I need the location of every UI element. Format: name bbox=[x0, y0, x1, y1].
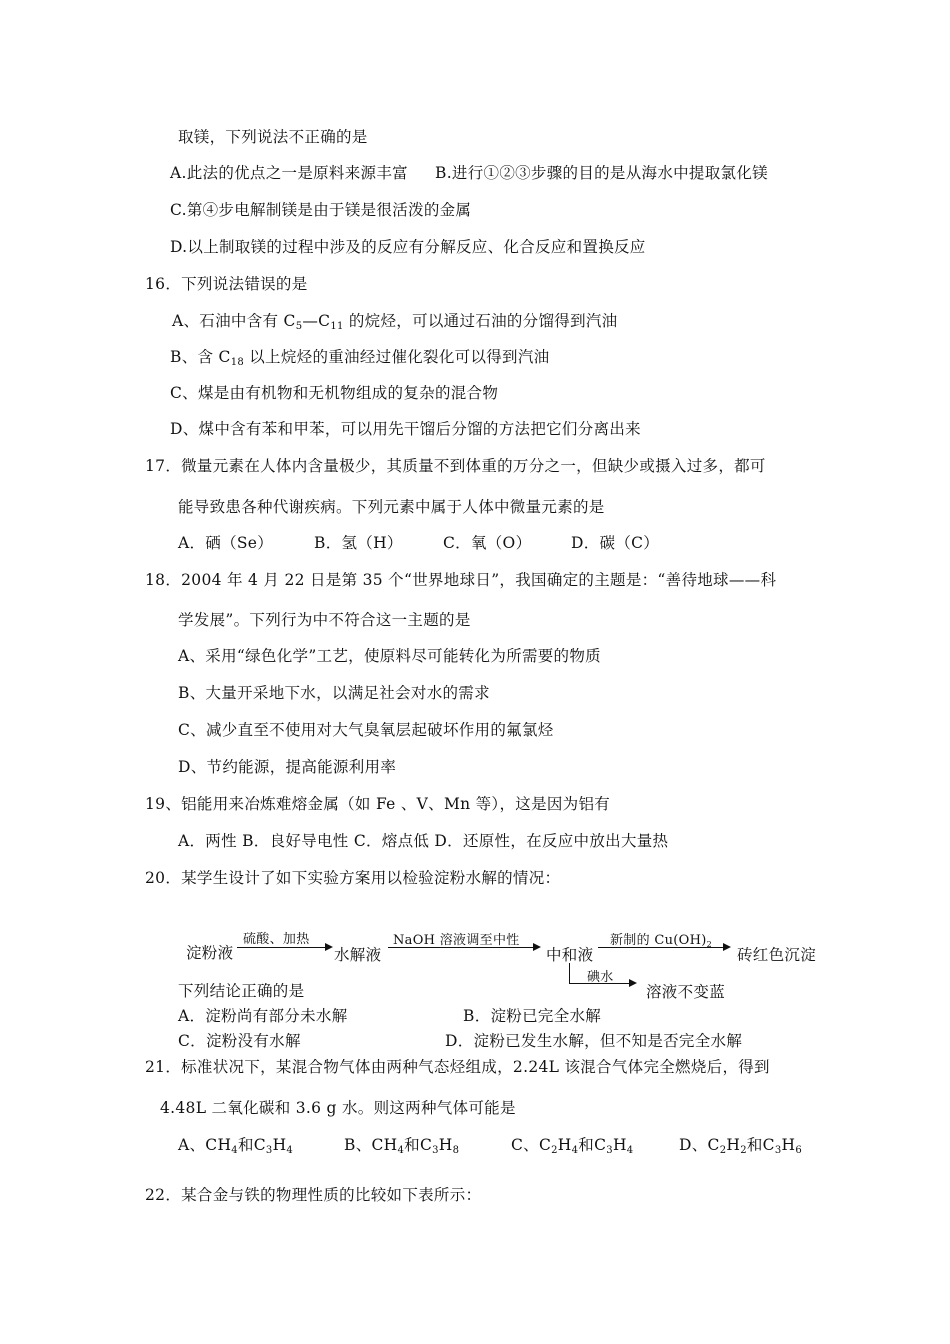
q18-stem-line1: 18．2004 年 4 月 22 日是第 35 个“世界地球日”，我国确定的主题是：“善待地球——科 bbox=[145, 571, 777, 589]
q21-stem-line1: 21．标准状况下，某混合物气体由两种气态烃组成，2.24L 该混合气体完全燃烧后，得到 bbox=[145, 1058, 770, 1076]
q15-option-a: A.此法的优点之一是原料来源丰富 bbox=[170, 164, 408, 182]
flow-brick-red-precipitate: 砖红色沉淀 bbox=[737, 946, 817, 964]
q20-conclusion-prompt: 下列结论正确的是 bbox=[178, 982, 305, 1000]
q20-option-d: D．淀粉已发生水解，但不知是否完全水解 bbox=[445, 1032, 743, 1050]
q17-stem-line2: 能导致患各种代谢疾病。下列元素中属于人体中微量元素的是 bbox=[178, 498, 605, 516]
q22-stem: 22．某合金与铁的物理性质的比较如下表所示： bbox=[145, 1186, 482, 1204]
flow-no-blue: 溶液不变蓝 bbox=[646, 983, 726, 1001]
flow-neutralized: 中和液 bbox=[546, 946, 594, 964]
flow-arrow1 bbox=[237, 947, 325, 948]
flow-arrow3-label: 新制的 $Cu(OH)_2$ bbox=[610, 933, 712, 949]
q21-stem-line2: 4.48L 二氧化碳和 3.6 g 水。则这两种气体可能是 bbox=[160, 1099, 516, 1117]
q16-option-c: C、煤是由有机物和无机物组成的复杂的混合物 bbox=[170, 384, 499, 402]
q20-stem: 20．某学生设计了如下实验方案用以检验淀粉水解的情况： bbox=[145, 869, 561, 887]
q18-option-c: C、减少直至不使用对大气臭氧层起破坏作用的氟氯烃 bbox=[178, 721, 554, 739]
flow-arrow2 bbox=[388, 947, 533, 948]
flow-arrow1-label: 硫酸、加热 bbox=[243, 932, 310, 947]
q15-option-b: B.进行①②③步骤的目的是从海水中提取氯化镁 bbox=[435, 164, 768, 182]
q16-option-d: D、煤中含有苯和甲苯，可以用先干馏后分馏的方法把它们分离出来 bbox=[170, 420, 641, 438]
q17-option-a: A．硒（Se） bbox=[178, 534, 274, 552]
q17-stem-line1: 17．微量元素在人体内含量极少，其质量不到体重的万分之一，但缺少或摄入过多，都可 bbox=[145, 457, 766, 475]
flow-arrow3 bbox=[598, 947, 723, 948]
q21-option-d: D、$C_2H_2$和$C_3H_6$ bbox=[679, 1136, 802, 1156]
flow-branch-line bbox=[569, 963, 570, 983]
flow-starch-solution: 淀粉液 bbox=[186, 944, 234, 962]
q16-stem: 16．下列说法错误的是 bbox=[145, 275, 308, 293]
q17-option-d: D．碳（C） bbox=[571, 534, 660, 552]
q19-options: A．两性 B．良好导电性 C．熔点低 D．还原性，在反应中放出大量热 bbox=[178, 832, 669, 850]
q17-option-c: C．氧（O） bbox=[443, 534, 532, 552]
q17-option-b: B．氢（H） bbox=[314, 534, 403, 552]
q15-option-d: D.以上制取镁的过程中涉及的反应有分解反应、化合反应和置换反应 bbox=[170, 238, 646, 256]
q18-option-b: B、大量开采地下水，以满足社会对水的需求 bbox=[178, 684, 490, 702]
q20-option-b: B．淀粉已完全水解 bbox=[463, 1007, 602, 1025]
flow-arrow3-head bbox=[723, 943, 731, 951]
flow-arrow2-head bbox=[533, 943, 541, 951]
flow-arrow4-head bbox=[629, 979, 637, 987]
q20-option-a: A．淀粉尚有部分未水解 bbox=[178, 1007, 348, 1025]
flow-hydrolysate: 水解液 bbox=[334, 946, 382, 964]
q21-option-c: C、$C_2H_4$和$C_3H_4$ bbox=[511, 1136, 634, 1156]
q18-option-a: A、采用“绿色化学”工艺，使原料尽可能转化为所需要的物质 bbox=[178, 647, 601, 665]
q20-option-c: C．淀粉没有水解 bbox=[178, 1032, 301, 1050]
q19-stem: 19、铝能用来冶炼难熔金属（如 Fe 、V、Mn 等），这是因为铝有 bbox=[145, 795, 611, 813]
q18-stem-line2: 学发展”。下列行为中不符合这一主题的是 bbox=[178, 611, 471, 629]
q16-option-b: B、含 $C_{18}$ 以上烷烃的重油经过催化裂化可以得到汽油 bbox=[170, 348, 550, 368]
q21-option-a: A、$CH_4$和$C_3H_4$ bbox=[178, 1136, 294, 1156]
q15-stem-continuation: 取镁，下列说法不正确的是 bbox=[178, 128, 368, 146]
q16-option-a: A、石油中含有 $C_5—C_{11}$ 的烷烃，可以通过石油的分馏得到汽油 bbox=[172, 312, 618, 332]
q18-option-d: D、节约能源，提高能源利用率 bbox=[178, 758, 397, 776]
flow-arrow1-head bbox=[325, 943, 333, 951]
flow-arrow2-label: NaOH 溶液调至中性 bbox=[393, 933, 520, 948]
q15-option-c: C.第④步电解制镁是由于镁是很活泼的金属 bbox=[170, 201, 472, 219]
q21-option-b: B、$CH_4$和$C_3H_8$ bbox=[344, 1136, 460, 1156]
flow-arrow4-label: 碘水 bbox=[587, 970, 614, 985]
